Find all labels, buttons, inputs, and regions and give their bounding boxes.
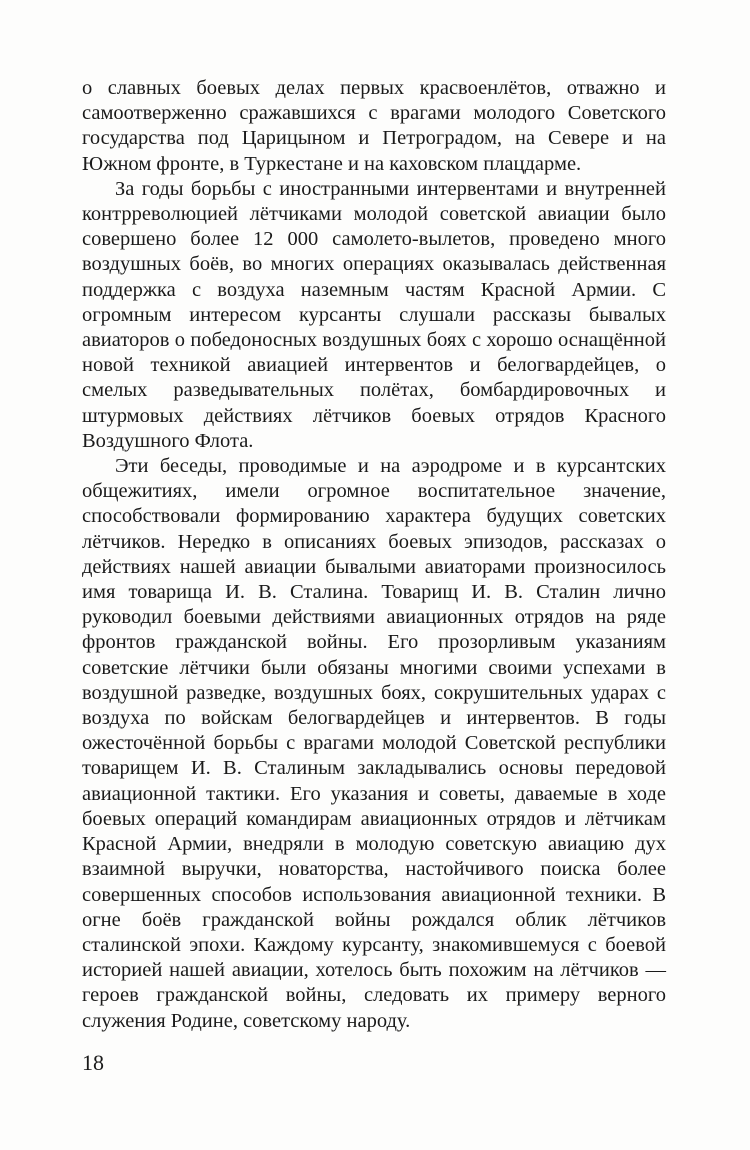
paragraph-interventions: За годы борьбы с иностранными интервентами и внутренней контрреволюцией лётчиками молодой советской авиации было совершено более 12 000 самолето-вылетов, проведено много воздушных боёв, во многих операциях оказывалась действенная поддержка с воздуха наземным частям Красной Армии. С огромным интересом курсанты слушали рассказы бывалых авиаторов о победоносных воздушных боях с хорошо оснащённой новой техникой авиацией интервентов и белогвардейцев, о смелых разведывательных полётах, бомбардировочных и штурмовых действиях лётчиков боевых отрядов Красного Воздушного Флота. [82, 177, 666, 452]
paragraph-conversations: Эти беседы, проводимые и на аэродроме и в курсантских общежитиях, имели огромное воспитательное значение, способствовали формированию характера будущих советских лётчиков. Нередко в описаниях боевых эпизодов, рассказах о действиях нашей авиации бывалыми авиаторами произносилось имя товарища И. В. Сталина. Товарищ И. В. Сталин лично руководил боевыми действиями авиационных отрядов на ряде фронтов гражданской войны. Его прозорливым указаниям советские лётчики были обязаны многими своими успехами в воздушной разведке, воздушных боях, сокрушительных ударах с воздуха по войскам белогвардейцев и интервентов. В годы ожесточённой борьбы с врагами молодой Советской республики товарищем И. В. Сталиным закладывались основы передовой авиационной тактики. Его указания и советы, даваемые в ходе боевых операций командирам авиационных отрядов и лётчикам Красной Армии, внедряли в молодую советскую авиацию дух взаимной выручки, новаторства, настойчивого поиска более совершенных способов использования авиационной техники. В огне боёв гражданской войны рождался облик лётчиков сталинской эпохи. Каждому курсанту, знакомившемуся с боевой историей нашей авиации, хотелось быть похожим на лётчиков — героев гражданской войны, следовать их примеру верного служения Родине, советскому народу. [82, 455, 666, 1032]
body-text [82, 76, 666, 1034]
page-number: 18 [82, 1050, 104, 1075]
paragraph-continuation: о славных боевых делах первых красвоенлётов, отважно и самоотверженно сражавшихся с врагами молодого Советского государства под Царицыном и Петроградом, на Севере и на Южном фронте, в Туркестане и на каховском плацдарме. [82, 77, 666, 175]
